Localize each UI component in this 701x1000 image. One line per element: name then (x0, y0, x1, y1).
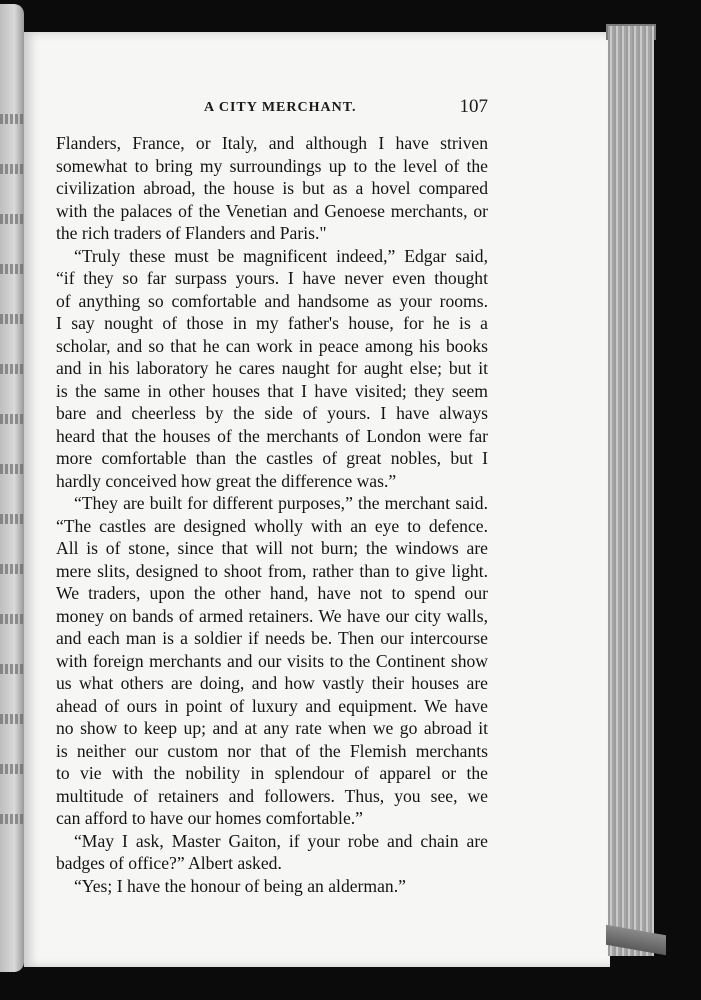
paragraph (56, 245, 488, 493)
ghost-text-line (0, 814, 24, 824)
text-line: heard that the houses of the merchants of London were far (56, 425, 488, 446)
text-line: badges of office?” Albert asked. (56, 853, 282, 873)
text-line: with foreign merchants and our visits to the Continent show (56, 650, 488, 671)
ghost-text-line (0, 214, 24, 224)
text-line: Flanders, France, or Italy, and although I have striven (56, 133, 488, 153)
body-text (56, 132, 488, 897)
text-line: civilization abroad, the house is but as a hovel compared (56, 178, 488, 198)
running-head: A CITY MERCHANT. (204, 100, 357, 115)
text-line: with the palaces of the Venetian and Genoese merchants, or (56, 200, 488, 221)
paragraph (56, 875, 488, 898)
text-line: “May I ask, Master Gaiton, if your robe and chain are (74, 830, 488, 851)
text-line: can afford to have our homes comfortable.” (56, 808, 363, 828)
text-line: more comfortable than the castles of great nobles, but I (56, 448, 488, 468)
text-line: and each man is a soldier if needs be. Then our intercourse (56, 628, 488, 648)
text-line: us what others are doing, and how vastly their houses are (56, 673, 488, 693)
paragraph (56, 830, 488, 875)
text-line: mere slits, designed to shoot from, rather than to give light. (56, 560, 488, 581)
text-line: no show to keep up; and at any rate when we go abroad it (56, 718, 488, 738)
ghost-text-line (0, 714, 24, 724)
text-line: ahead of ours in point of luxury and equipment. We have (56, 695, 488, 716)
text-line: “They are built for different purposes,” the merchant said. (74, 493, 488, 513)
text-line: hardly conceived how great the difference was.” (56, 470, 397, 491)
text-line: multitude of retainers and followers. Thus, you see, we (56, 785, 488, 806)
text-line: All is of stone, since that will not burn; the windows are (56, 538, 488, 558)
paragraph (56, 492, 488, 830)
page-header (56, 98, 488, 118)
ghost-text-line (0, 164, 24, 174)
ghost-text-line (0, 414, 24, 424)
ghost-text-line (0, 514, 24, 524)
text-line: I say nought of those in my father's house, for he is a (56, 313, 488, 333)
text-line: “Truly these must be magnificent indeed,” Edgar said, (74, 245, 488, 266)
text-line: somewhat to bring my surroundings up to the level of the (56, 155, 488, 176)
ghost-text-line (0, 364, 24, 374)
ghost-text-line (0, 264, 24, 274)
text-line: of anything so comfortable and handsome as your rooms. (56, 290, 488, 311)
text-line: “Yes; I have the honour of being an alderman.” (74, 875, 406, 896)
text-line: “if they so far surpass yours. I have never even thought (56, 268, 488, 288)
text-line: We traders, upon the other hand, have not to spend our (56, 583, 488, 603)
ghost-text-line (0, 664, 24, 674)
text-line: is the same in other houses that I have visited; they seem (56, 380, 488, 401)
text-line: money on bands of armed retainers. We have our city walls, (56, 605, 488, 626)
text-line: and in his laboratory he cares naught for aught else; but it (56, 358, 488, 378)
ghost-text-line (0, 114, 24, 124)
text-line: is neither our custom nor that of the Flemish merchants (56, 740, 488, 761)
text-line: scholar, and so that he can work in peace among his books (56, 335, 488, 356)
ghost-text-line (0, 314, 24, 324)
text-line: bare and cheerless by the side of yours. I have always (56, 403, 488, 423)
text-line: the rich traders of Flanders and Paris." (56, 223, 327, 243)
paragraph (56, 132, 488, 245)
page-block-edge (608, 26, 654, 956)
ghost-text-line (0, 564, 24, 574)
text-line: to vie with the nobility in splendour of apparel or the (56, 763, 488, 783)
facing-page-edge (0, 4, 24, 972)
text-line: “The castles are designed wholly with an eye to defence. (56, 515, 488, 536)
page-number: 107 (459, 96, 488, 117)
ghost-text-line (0, 464, 24, 474)
ghost-text-line (0, 764, 24, 774)
ghost-text-line (0, 614, 24, 624)
